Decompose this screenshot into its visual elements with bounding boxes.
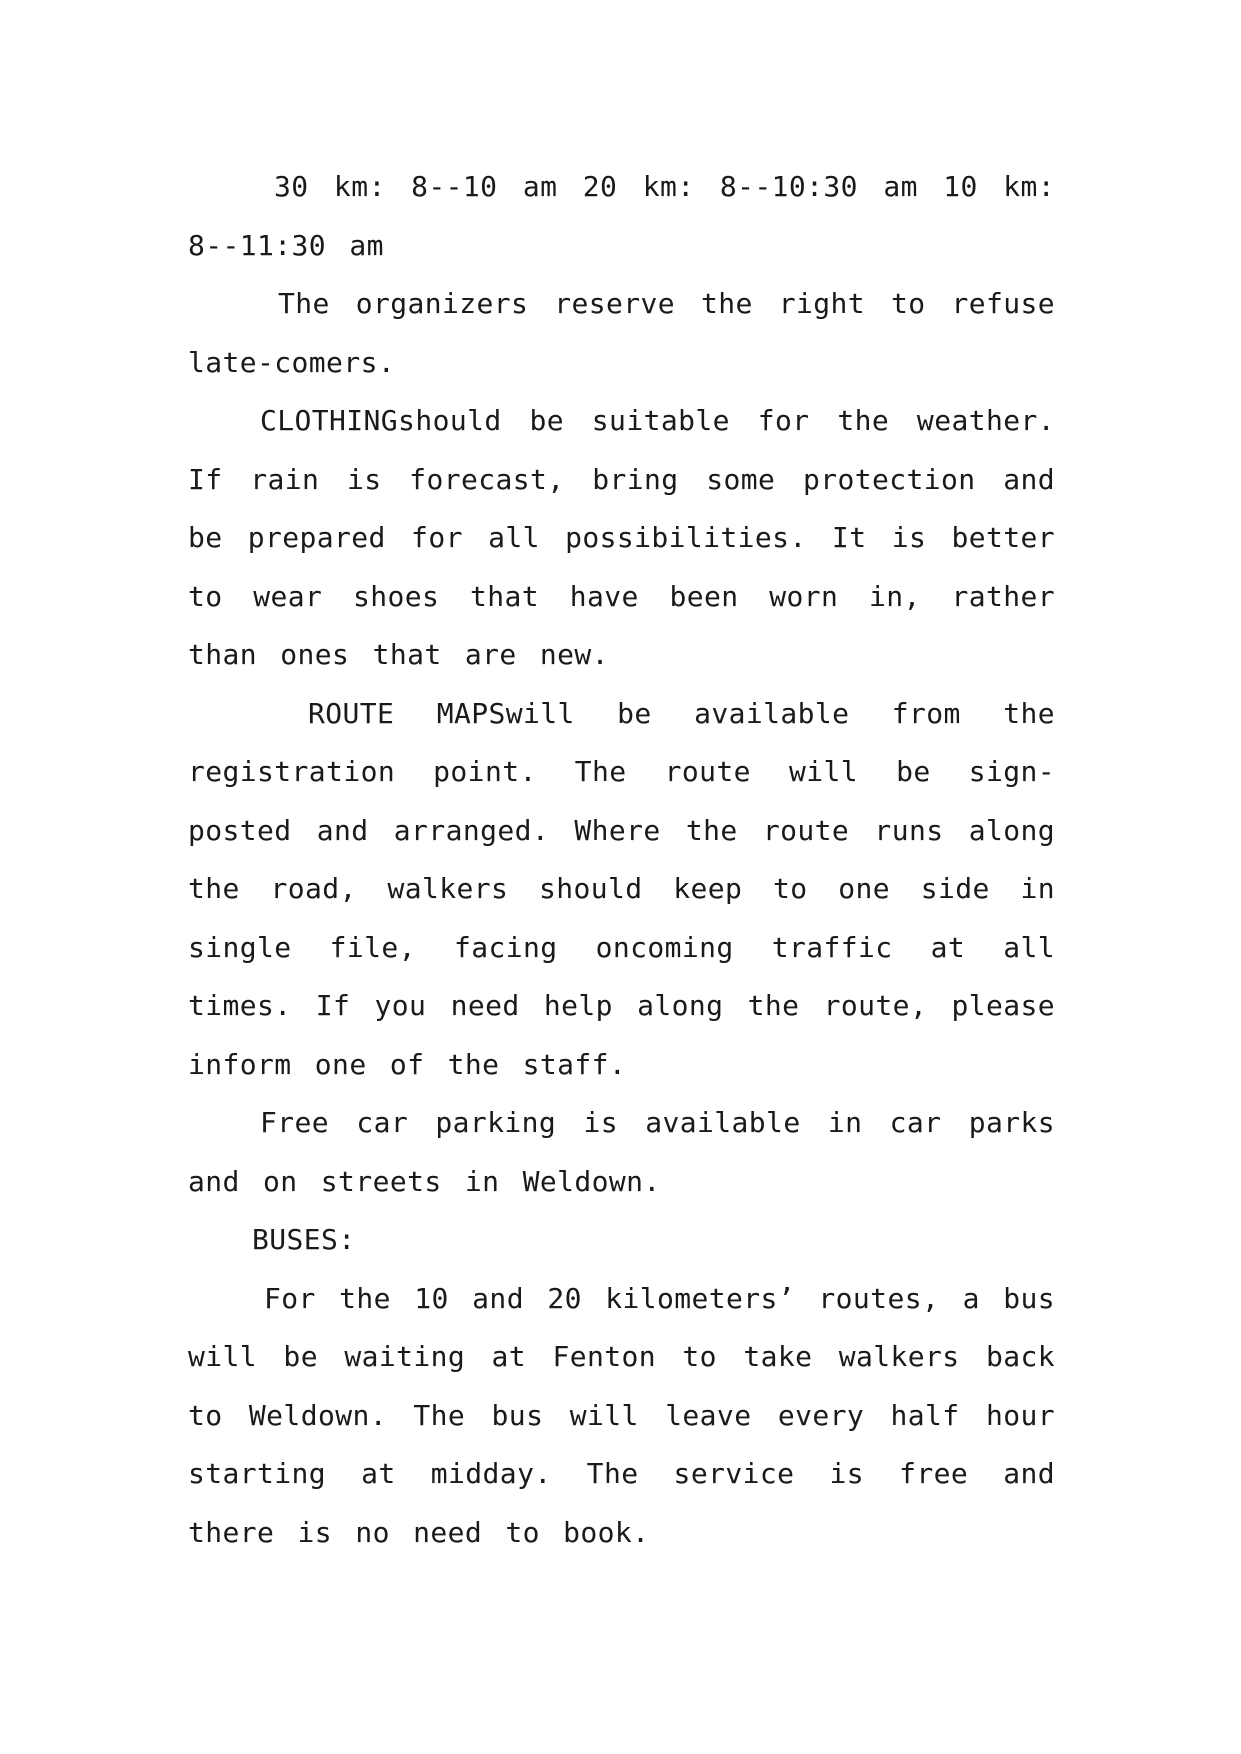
paragraph-buses: For the 10 and 20 kilometers’ routes, a bus will be waiting at Fenton to take walkers back to Weldown. The bus will leave every half hour starting at midday. The service is free and there is no need to book. bbox=[188, 1281, 1055, 1549]
paragraph-car-parking: Free car parking is available in car parks and on streets in Weldown. bbox=[188, 1106, 1055, 1198]
paragraph-clothing: CLOTHINGshould be suitable for the weather. If rain is forecast, bring some protection and be prepared for all possibilities. It is better to wear shoes that have been worn in, rather than ones that are new. bbox=[188, 404, 1055, 671]
paragraph-schedule: 30 km: 8--10 am 20 km: 8--10:30 am 10 km: 8--11:30 am bbox=[188, 170, 1055, 262]
paragraph-buses-heading: BUSES: bbox=[252, 1223, 356, 1256]
document-body bbox=[188, 158, 1055, 1562]
paragraph-route-maps: ROUTE MAPSwill be available from the registration point. The route will be sign-posted and arranged. Where the route runs along the road, walkers should keep to one side in single file, facing oncoming traffic at all times. If you need help along the route, please inform one of the staff. bbox=[188, 696, 1055, 1081]
paragraph-late-comers: The organizers reserve the right to refuse late-comers. bbox=[188, 287, 1055, 379]
